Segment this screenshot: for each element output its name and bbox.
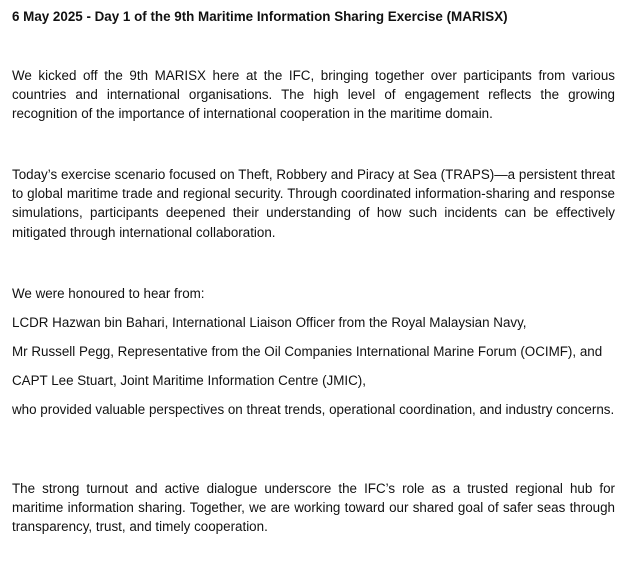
document-title: 6 May 2025 - Day 1 of the 9th Maritime Information Sharing Exercise (MARISX) [12,9,508,24]
speaker-line-2: Mr Russell Pegg, Representative from the Oil Companies International Marine Forum (OCIMF), and [12,344,603,359]
paragraph-perspectives: who provided valuable perspectives on threat trends, operational coordination, and industry concerns. [12,402,615,417]
speaker-line-3: CAPT Lee Stuart, Joint Maritime Information Centre (JMIC), [12,373,366,388]
document-body [12,7,615,535]
speaker-line-1: LCDR Hazwan bin Bahari, International Liaison Officer from the Royal Malaysian Navy, [12,315,527,330]
paragraph-speakers-intro: We were honoured to hear from: [12,286,205,301]
paragraph-closing: The strong turnout and active dialogue underscore the IFC’s role as a trusted regional hub for maritime information sharing. Together, we are working toward our shared goal of safer seas through transparency, trust, and timely cooperation. [12,481,615,535]
paragraph-intro: We kicked off the 9th MARISX here at the IFC, bringing together over participants from various countries and international organisations. The high level of engagement reflects the growing recognition of the importance of international cooperation in the maritime domain. [12,68,615,122]
paragraph-scenario: Today’s exercise scenario focused on Theft, Robbery and Piracy at Sea (TRAPS)—a persistent threat to global maritime trade and regional security. Through coordinated information-sharing and response simulations, participants deepened their understanding of how such incidents can be effectively mitigated through international collaboration. [12,167,615,240]
